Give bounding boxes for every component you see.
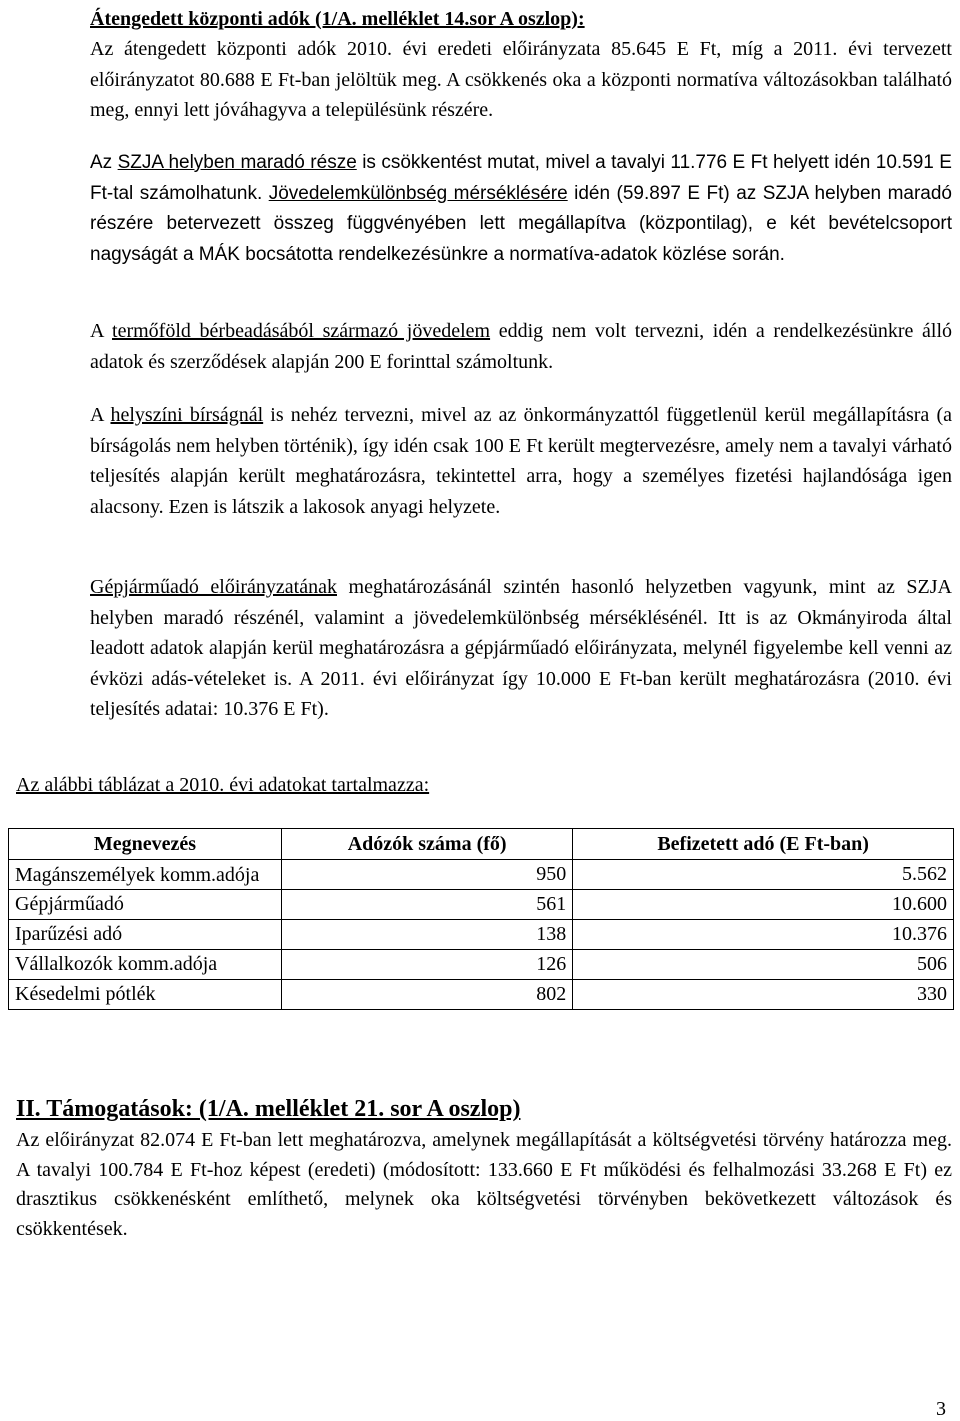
underlined-term: termőföld bérbeadásából származó jövedelem — [112, 320, 491, 342]
row-name: Magánszemélyek komm.adója — [9, 860, 282, 890]
underlined-term: Gépjárműadó előirányzatának — [90, 576, 337, 598]
paragraph-land-lease — [90, 316, 952, 377]
section-heading: Átengedett központi adók (1/A. melléklet 14.sor A oszlop): — [90, 8, 585, 30]
text: is nehéz tervezni, mivel az az önkormányzattól függetlenül kerül megállapításra (a bírságolás nem helyben történik), így idén csak 100 E Ft került megtervezésre, amely nem a tavalyi várható teljesítés alapján került meghatározásra, tekintettel arra, hogy a személyes fizetési hajlandósága igen alacsony. Ezen is látszik a lakosok anyagi helyzete. — [90, 404, 952, 518]
row-name: Iparűzési adó — [9, 920, 282, 950]
row-name: Késedelmi pótlék — [9, 980, 282, 1010]
table-row — [9, 860, 954, 890]
table-caption: Az alábbi táblázat a 2010. évi adatokat tartalmazza: — [16, 774, 430, 796]
paragraph-szja — [90, 148, 952, 270]
paragraph-subsidies: Az előirányzat 82.074 E Ft-ban lett meghatározva, amelynek megállapítását a költségvetési törvény határozza meg. A tavalyi 100.784 E Ft-hoz képest (eredeti) (módosított: 133.660 E Ft működési és felhalmozási 33.268 E Ft) ez drasztikus csökkenésként említhető, melynek oka költségvetési törvényben bekövetkezett változások és csökkentések. — [16, 1129, 952, 1240]
row-count: 138 — [282, 920, 573, 950]
underlined-term: SZJA helyben maradó része — [117, 152, 357, 173]
header-name: Megnevezés — [9, 829, 282, 860]
row-count: 950 — [282, 860, 573, 890]
text: is csökkentést mutat, mivel a tavalyi 11.776 E Ft helyett idén 10.591 E Ft-tal számolhatunk. — [90, 152, 952, 204]
table-row — [9, 980, 954, 1010]
underlined-term: Jövedelemkülönbség mérséklésére — [268, 182, 568, 204]
row-name: Vállalkozók komm.adója — [9, 950, 282, 980]
table-header-row — [9, 829, 954, 860]
tax-data-table — [8, 828, 954, 1010]
underlined-term: helyszíni bírságnál — [110, 404, 264, 426]
text: A — [90, 320, 113, 342]
paragraph-central-taxes: Az átengedett központi adók 2010. évi eredeti előirányzata 85.645 E Ft, míg a 2011. évi tervezett előirányzatot 80.688 E Ft-ban jelöltük meg. A csökkenés oka a központi normatíva változásokban található meg, ennyi lett jóváhagyva a településünk részére. — [90, 38, 952, 121]
row-amount: 330 — [573, 980, 954, 1010]
row-amount: 10.376 — [573, 920, 954, 950]
table-row — [9, 920, 954, 950]
text: Az — [90, 152, 118, 173]
row-name: Gépjárműadó — [9, 890, 282, 920]
row-count: 561 — [282, 890, 573, 920]
header-count: Adózók száma (fő) — [282, 829, 573, 860]
text: meghatározásánál szintén hasonló helyzetben vagyunk, mint az SZJA helyben maradó részénél, valamint a jövedelemkülönbség mérséklésénél. Itt is az Okmányiroda által leadott adatok alapján kerül meghatározásra a gépjárműadó előirányzata, melynél figyelembe kell venni az évközi adás-vételeket is. A 2011. évi előirányzat így 10.000 E Ft-ban került meghatározásra (2010. évi teljesítés adatai: 10.376 E Ft). — [90, 576, 952, 720]
table-row — [9, 950, 954, 980]
paragraph-vehicle-tax — [90, 572, 952, 725]
text: A — [90, 404, 111, 426]
row-amount: 5.562 — [573, 860, 954, 890]
paragraph-fines — [90, 400, 952, 522]
row-amount: 10.600 — [573, 890, 954, 920]
row-count: 126 — [282, 950, 573, 980]
header-amount: Befizetett adó (E Ft-ban) — [573, 829, 954, 860]
row-count: 802 — [282, 980, 573, 1010]
row-amount: 506 — [573, 950, 954, 980]
text: idén (59.897 E Ft) az SZJA helyben maradó részére betervezett összeg függvényében lett megállapítva (központilag), e két bevételcsoport nagyságát a MÁK bocsátotta rendelkezésünkre a normatíva-adatok közlése során. — [90, 182, 952, 265]
section-title-subsidies: II. Támogatások: (1/A. melléklet 21. sor A oszlop) — [16, 1096, 521, 1122]
page-number: 3 — [936, 1398, 946, 1420]
table-row — [9, 890, 954, 920]
text: eddig nem volt tervezni, idén a rendelkezésünkre álló adatok és szerződések alapján 200 E forinttal számoltunk. — [90, 320, 953, 373]
